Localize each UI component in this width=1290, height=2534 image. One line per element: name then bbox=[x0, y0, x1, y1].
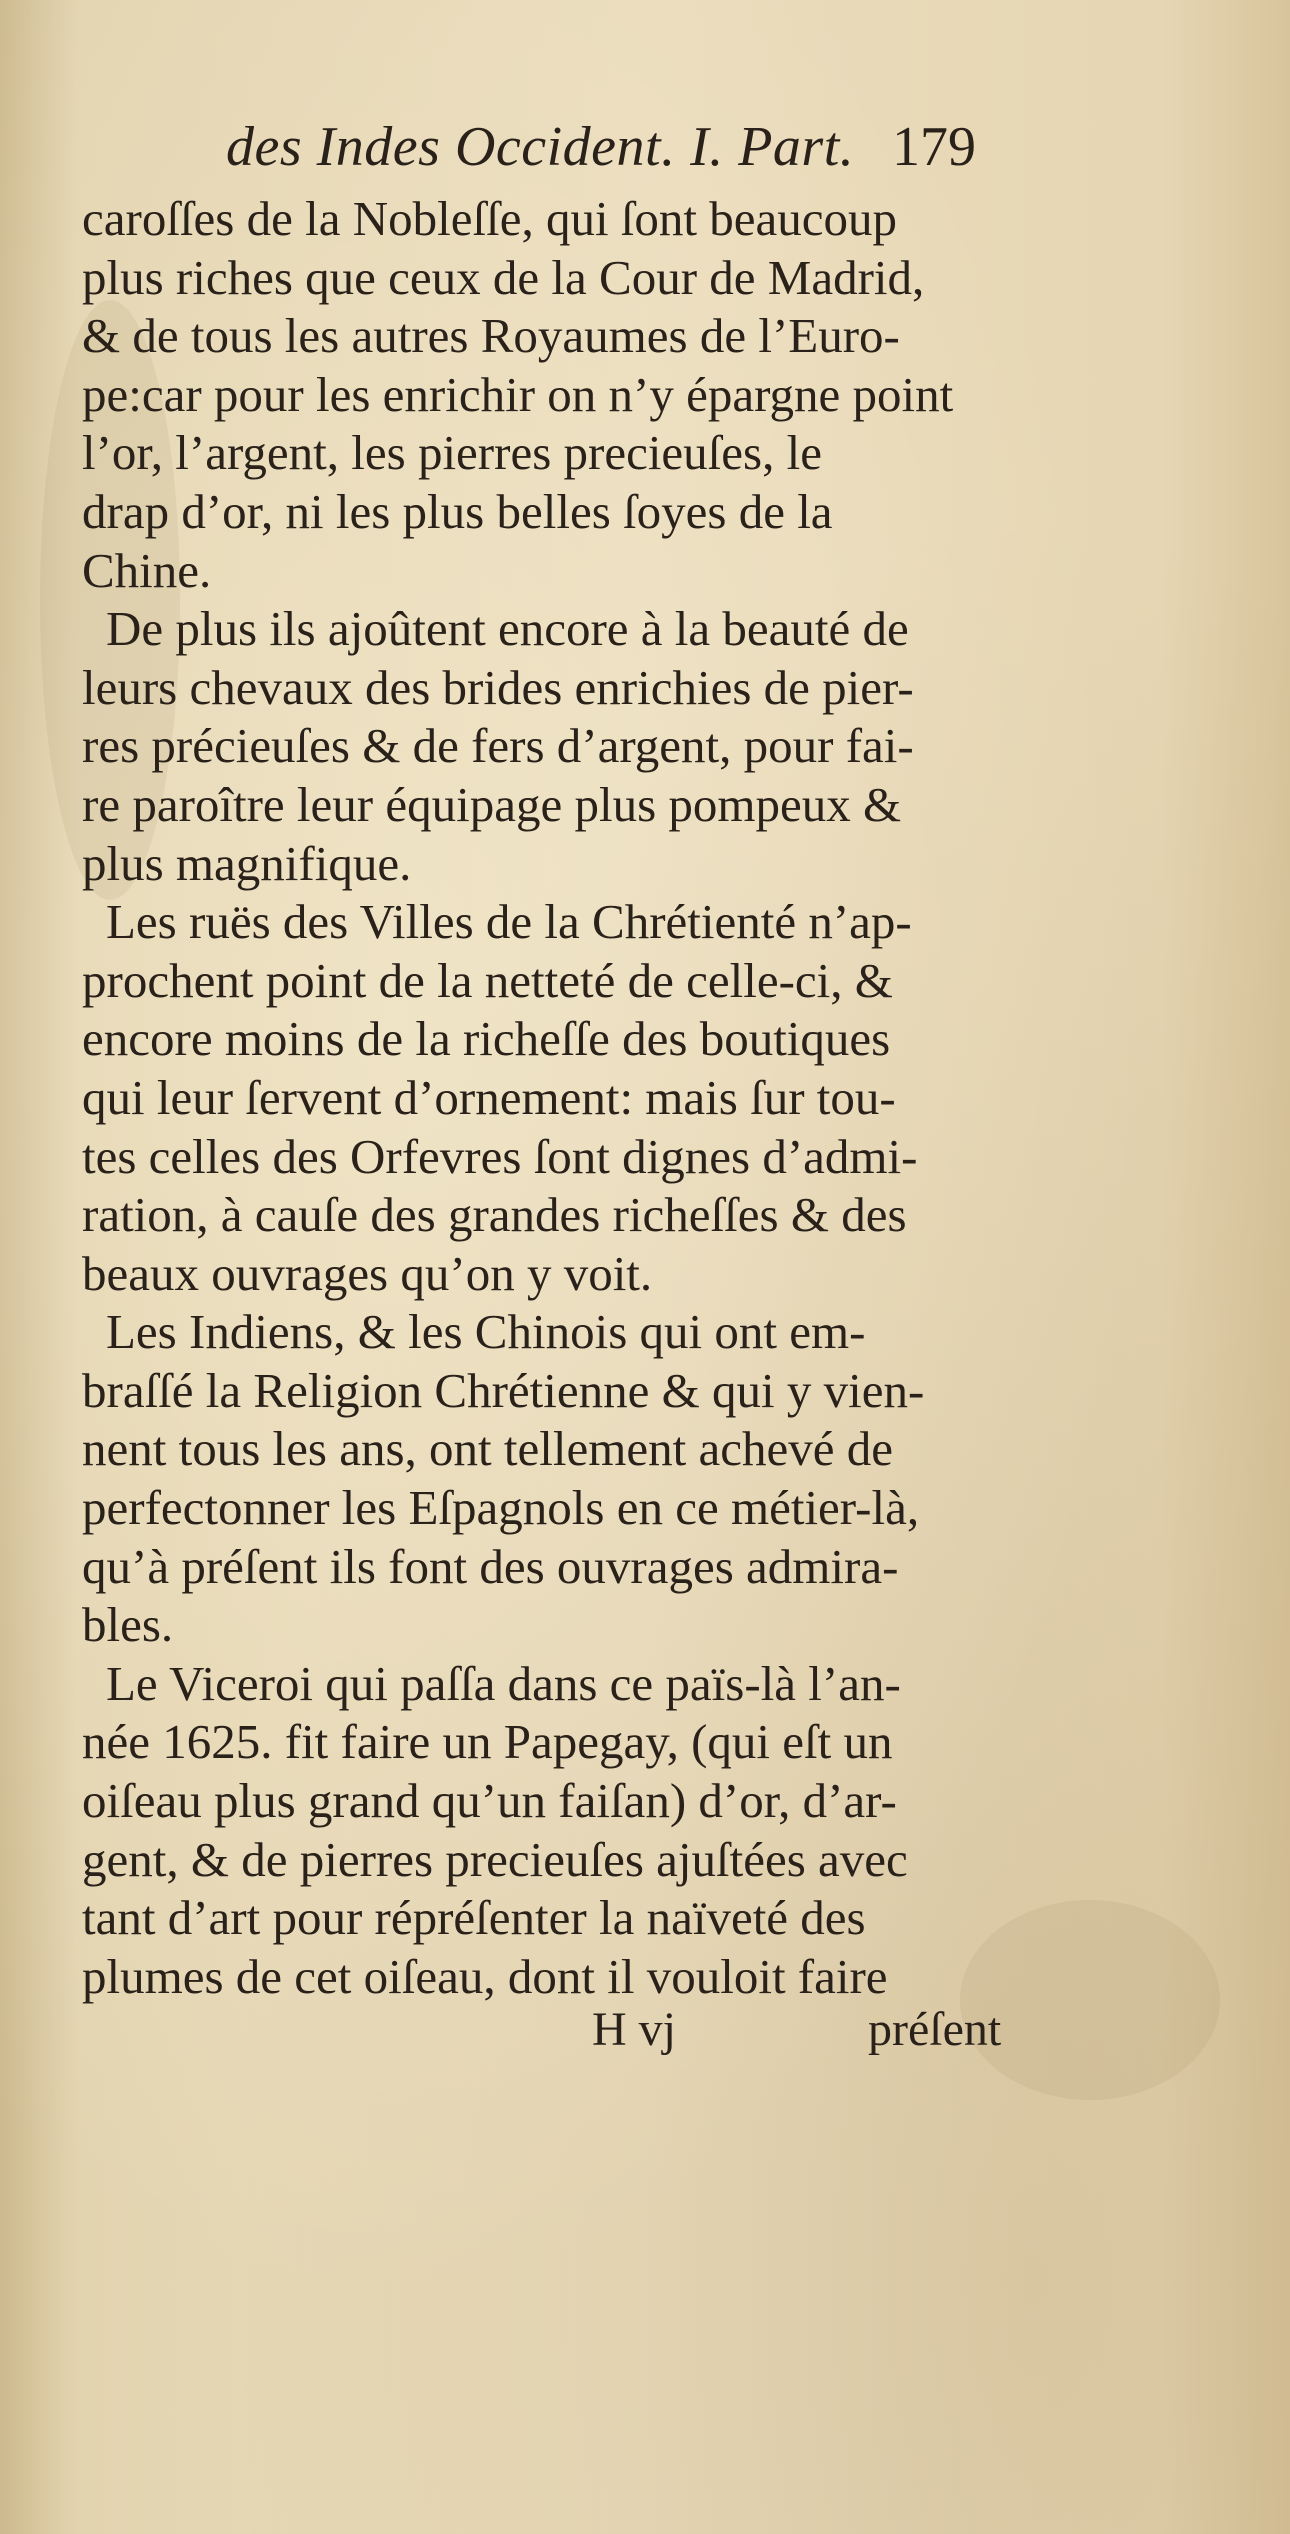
text-line: gent, & de pierres precieuſes ajuſtées avec bbox=[82, 1831, 908, 1887]
text-line: Chine. bbox=[82, 542, 212, 598]
text-line: caroſſes de la Nobleſſe, qui ſont beaucoup bbox=[82, 191, 898, 246]
text-line: bles. bbox=[82, 1597, 174, 1653]
paragraph-start-line: Les ruës des Villes de la Chrétienté n’ap- bbox=[106, 894, 912, 950]
text-line: l’or, l’argent, les pierres precieuſes, le bbox=[82, 425, 822, 481]
text-line: encore moins de la richeſſe des boutiques bbox=[82, 1011, 891, 1067]
page-number: 179 bbox=[892, 116, 976, 178]
text-line: res précieuſes & de fers d’argent, pour fai- bbox=[82, 718, 914, 774]
body-text bbox=[82, 190, 1082, 2006]
page-header bbox=[0, 115, 1290, 185]
text-line: oiſeau plus grand qu’un faiſan) d’or, d’ar- bbox=[82, 1773, 897, 1829]
text-line: re paroître leur équipage plus pompeux & bbox=[82, 776, 902, 832]
text-line: plumes de cet oiſeau, dont il vouloit faire bbox=[82, 1948, 888, 2004]
text-line: leurs chevaux des brides enrichies de pier- bbox=[82, 659, 914, 715]
paragraph-start-line: De plus ils ajoûtent encore à la beauté de bbox=[106, 601, 909, 657]
text-line: beaux ouvrages qu’on y voit. bbox=[82, 1245, 653, 1301]
text-line: prochent point de la netteté de celle-ci, & bbox=[82, 952, 893, 1008]
signature-mark: H vj bbox=[592, 2003, 676, 2056]
text-line: nent tous les ans, ont tellement achevé de bbox=[82, 1421, 893, 1477]
text-line: tes celles des Orfevres ſont dignes d’admi- bbox=[82, 1128, 918, 1184]
text-line: plus magnifique. bbox=[82, 835, 412, 891]
text-line: née 1625. fit faire un Papegay, (qui eſt un bbox=[82, 1714, 893, 1770]
text-line: braſſé la Religion Chrétienne & qui y vien- bbox=[82, 1362, 925, 1418]
text-line: plus riches que ceux de la Cour de Madrid, bbox=[82, 249, 925, 305]
page-footer bbox=[0, 2002, 1290, 2062]
text-line: & de tous les autres Royaumes de l’Euro- bbox=[82, 308, 900, 364]
paragraph-start-line: Les Indiens, & les Chinois qui ont em- bbox=[106, 1304, 866, 1360]
running-head: des Indes Occident. I. Part. bbox=[226, 116, 855, 178]
paragraph-start-line: Le Viceroi qui paſſa dans ce païs-là l’an- bbox=[106, 1655, 901, 1711]
text-line: qui leur ſervent d’ornement: mais ſur tou- bbox=[82, 1069, 896, 1125]
text-line: tant d’art pour répréſenter la naïveté des bbox=[82, 1890, 866, 1946]
text-line: ration, à cauſe des grandes richeſſes & des bbox=[82, 1187, 907, 1243]
text-line: perfectonner les Eſpagnols en ce métier-là, bbox=[82, 1480, 920, 1536]
text-line: pe:car pour les enrichir on n’y épargne point bbox=[82, 366, 954, 422]
text-line: drap d’or, ni les plus belles ſoyes de la bbox=[82, 483, 833, 539]
text-line: qu’à préſent ils font des ouvrages admira- bbox=[82, 1538, 899, 1594]
catchword: préſent bbox=[868, 2003, 1002, 2056]
